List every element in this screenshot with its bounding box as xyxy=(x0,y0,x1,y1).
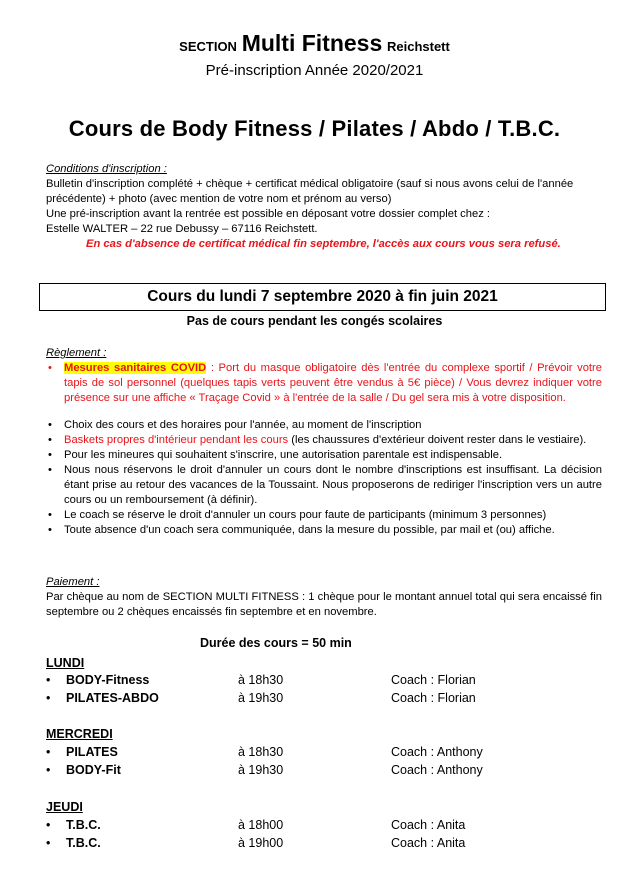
schedule-row xyxy=(46,818,606,836)
document-subtitle: Pré-inscription Année 2020/2021 xyxy=(205,62,424,79)
class-coach: Coach : Florian xyxy=(391,673,476,687)
class-name: PILATES-ABDO xyxy=(66,691,159,705)
rule-item: • Pour les mineures qui souhaitent s'inscrire, une autorisation parentale est indispensable. xyxy=(46,448,602,463)
bullet: • xyxy=(46,836,51,850)
schedule-row xyxy=(46,763,606,781)
section-word: SECTION xyxy=(179,39,237,54)
courses-title: Cours de Body Fitness / Pilates / Abdo / T.B.C. xyxy=(68,116,561,141)
class-time: à 19h00 xyxy=(238,836,284,850)
class-coach: Coach : Anita xyxy=(391,836,466,850)
conditions-line-2: Une pré-inscription avant la rentrée est possible en déposant votre dossier complet chez : xyxy=(46,208,491,220)
paiement-section xyxy=(46,575,602,620)
class-coach: Coach : Anita xyxy=(391,818,466,832)
rule-item xyxy=(46,433,602,448)
rule-item: • Le coach se réserve le droit d'annuler un cours pour faute de participants (minimum 3 personnes) xyxy=(46,508,602,523)
class-name: BODY-Fit xyxy=(66,763,121,777)
rule-item: • Choix des cours et des horaires pour l'année, au moment de l'inscription xyxy=(46,418,602,433)
covid-text: : Port du masque obligatoire dès l'entrée du complexe sportif / Prévoir votre tapis de sol personnel (quelques tapis verts peuvent être vendus à 5€ pièce) / Vous devrez indiquer votre présence sur une affiche « Traçage Covid » à l'entrée de la salle / Du gel sera mis à votre disposition. xyxy=(64,362,602,404)
no-class-notice: Pas de cours pendant les congés scolaires xyxy=(186,314,443,328)
class-name: T.B.C. xyxy=(66,818,101,832)
class-time: à 19h30 xyxy=(238,691,284,705)
day-heading: LUNDI xyxy=(46,656,85,670)
schedule-row xyxy=(46,673,606,691)
day-heading: JEUDI xyxy=(46,800,83,814)
club-name: Multi Fitness xyxy=(241,30,383,56)
rule-item: • Nous nous réservons le droit d'annuler un cours dont le nombre d'inscriptions est insuffisant. La décision étant prise au retour des vacances de la Toussaint. Nous proposerons de rediriger l'inscription vers un autre cours ou un remboursement (à définir). xyxy=(46,463,602,508)
rule-item: • Toute absence d'un coach sera communiquée, dans la mesure du possible, par mail et (ou) affiche. xyxy=(46,523,602,538)
covid-item xyxy=(46,361,602,406)
bullet: • xyxy=(46,691,51,705)
conditions-label: Conditions d'inscription : xyxy=(46,163,167,175)
conditions-line-1: Bulletin d'inscription complété + chèque + certificat médical obligatoire (sauf si nous avons celui de l'année précédente) + photo (avec mention de votre nom et prénom au verso) xyxy=(46,178,574,205)
day-heading: MERCREDI xyxy=(46,727,113,741)
class-coach: Coach : Anthony xyxy=(391,763,483,777)
schedule-row xyxy=(46,691,606,709)
covid-highlight: Mesures sanitaires COVID xyxy=(64,362,207,374)
duration-text: Durée des cours = 50 min xyxy=(200,636,352,650)
reglement-label: Règlement : xyxy=(46,347,107,359)
class-time: à 18h30 xyxy=(238,745,284,759)
certificate-warning: En cas d'absence de certificat médical fin septembre, l'accès aux cours vous sera refusé. xyxy=(86,238,561,250)
class-name: T.B.C. xyxy=(66,836,101,850)
class-time: à 19h30 xyxy=(238,763,284,777)
bullet: • xyxy=(46,745,51,759)
class-coach: Coach : Anthony xyxy=(391,745,483,759)
rule-sneakers: Baskets propres d'intérieur pendant les cours xyxy=(64,434,289,446)
class-time: à 18h00 xyxy=(238,818,284,832)
reglement-section xyxy=(46,346,602,538)
class-time: à 18h30 xyxy=(238,673,284,687)
covid-list xyxy=(46,361,602,406)
town-name: Reichstett xyxy=(386,39,450,54)
conditions-line-3: Estelle WALTER – 22 rue Debussy – 67116 Reichstett. xyxy=(46,223,318,235)
rules-list xyxy=(46,418,602,538)
class-name: BODY-Fitness xyxy=(66,673,150,687)
class-name: PILATES xyxy=(66,745,118,759)
conditions-section xyxy=(46,162,602,252)
bullet: • xyxy=(46,673,51,687)
document-title xyxy=(0,30,629,57)
bullet: • xyxy=(46,763,51,777)
period-box: Cours du lundi 7 septembre 2020 à fin juin 2021 xyxy=(39,283,606,311)
paiement-text: Par chèque au nom de SECTION MULTI FITNESS : 1 chèque pour le montant annuel total qui sera encaissé fin septembre ou 2 chèques encaissés fin septembre et en novembre. xyxy=(46,591,602,618)
paiement-label: Paiement : xyxy=(46,576,100,588)
bullet: • xyxy=(46,818,51,832)
rule-sneakers-rest: (les chaussures d'extérieur doivent rester dans le vestiaire). xyxy=(288,434,587,446)
schedule-row xyxy=(46,836,606,854)
schedule-row xyxy=(46,745,606,763)
class-coach: Coach : Florian xyxy=(391,691,476,705)
